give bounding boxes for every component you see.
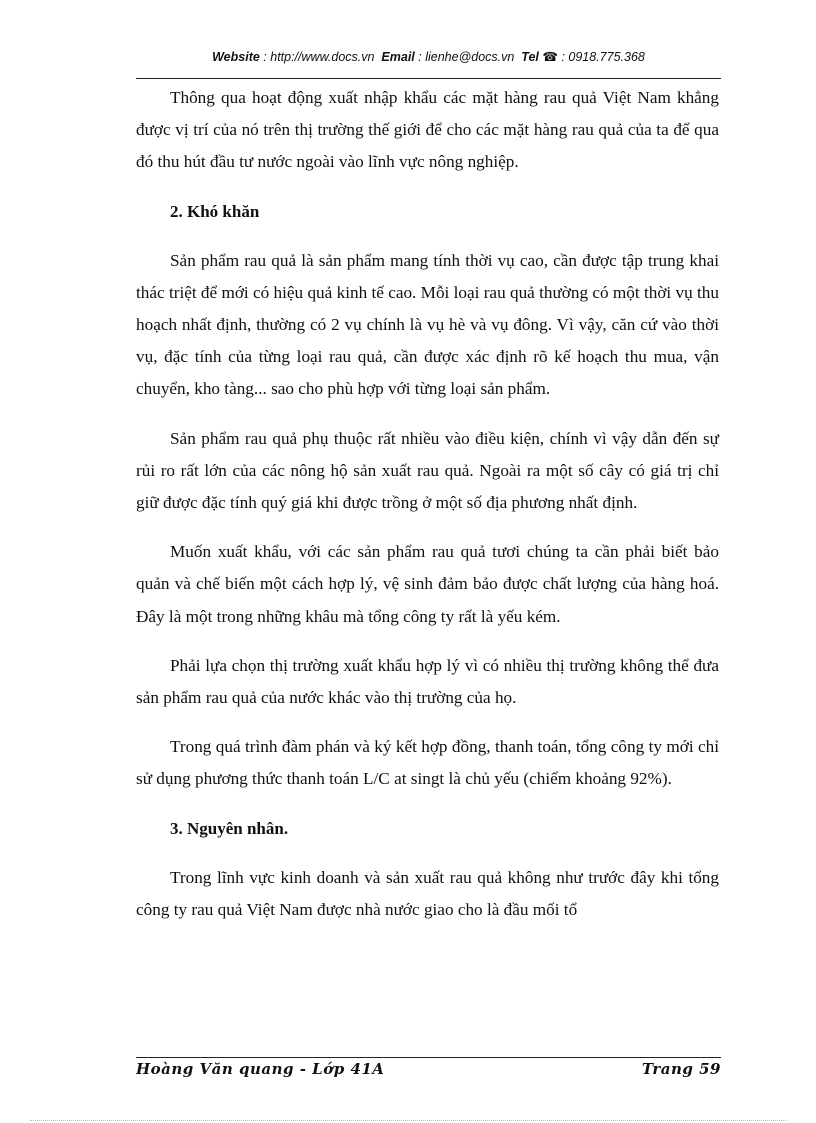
page-header [136,49,721,64]
header-divider [136,78,721,79]
tel-label: Tel [521,50,539,64]
footer-page-number: Trang 59 [641,1060,721,1078]
tel-value: : 0918.775.368 [561,50,645,64]
paragraph-5: Phải lựa chọn thị trường xuất khẩu hợp lý vì có nhiều thị trường không thể đưa sản phẩm rau quả của nước khác vào thị trường của họ. [136,655,719,708]
phone-icon: ☎ [542,50,558,64]
email-value: : lienhe@docs.vn [418,50,515,64]
paragraph-3: Sản phẩm rau quả phụ thuộc rất nhiều vào điều kiện, chính vì vậy dẫn đến sự rủi ro rất lớn của các nông hộ sản xuất rau quả. Ngoài ra một số cây có giá trị chỉ giữ được đặc tính quý giá khi được trồng ở một số địa phương nhất định. [136,428,719,513]
document-body [136,82,719,926]
section-heading-2: 2. Khó khăn [170,201,260,221]
website-value: : http://www.docs.vn [263,50,375,64]
page-footer [136,1060,721,1080]
page-edge-divider [30,1120,786,1121]
website-label: Website [212,50,260,64]
footer-divider [136,1057,721,1058]
paragraph-2: Sản phẩm rau quả là sản phẩm mang tính thời vụ cao, cần được tập trung khai thác triệt để mới có hiệu quả kinh tế cao. Mỗi loại rau quả thường có một thời vụ thu hoạch nhất định, thường có 2 vụ chính là vụ hè và vụ đông. Vì vậy, căn cứ vào thời vụ, đặc tính của từng loại rau quả, cần được xác định rõ kế hoạch thu mua, vận chuyển, kho tàng... sao cho phù hợp với từng loại sản phẩm. [136,250,719,399]
section-heading-3: 3. Nguyên nhân. [170,818,289,838]
paragraph-6: Trong quá trình đàm phán và ký kết hợp đồng, thanh toán, tổng công ty mới chỉ sử dụng phương thức thanh toán L/C at singt là chủ yếu (chiếm khoảng 92%). [136,737,719,789]
paragraph-4: Muốn xuất khẩu, với các sản phẩm rau quả tươi chúng ta cần phải biết bảo quản và chế biến một cách hợp lý, vệ sinh đảm bảo được chất lượng của hàng hoá. Đây là một trong những khâu mà tổng công ty rất là yếu kém. [136,542,719,626]
footer-author: Hoàng Văn quang - Lớp 41A [136,1060,385,1078]
email-label: Email [381,50,415,64]
paragraph-7: Trong lĩnh vực kinh doanh và sản xuất rau quả không như trước đây khi tổng công ty rau quả Việt Nam được nhà nước giao cho là đầu mối tổ [136,867,719,919]
paragraph-1: Thông qua hoạt động xuất nhập khẩu các mặt hàng rau quả Việt Nam khẳng được vị trí của nó trên thị trường thế giới để cho các mặt hàng rau quả của ta để qua đó thu hút đầu tư nước ngoài vào lĩnh vực nông nghiệp. [136,88,719,172]
